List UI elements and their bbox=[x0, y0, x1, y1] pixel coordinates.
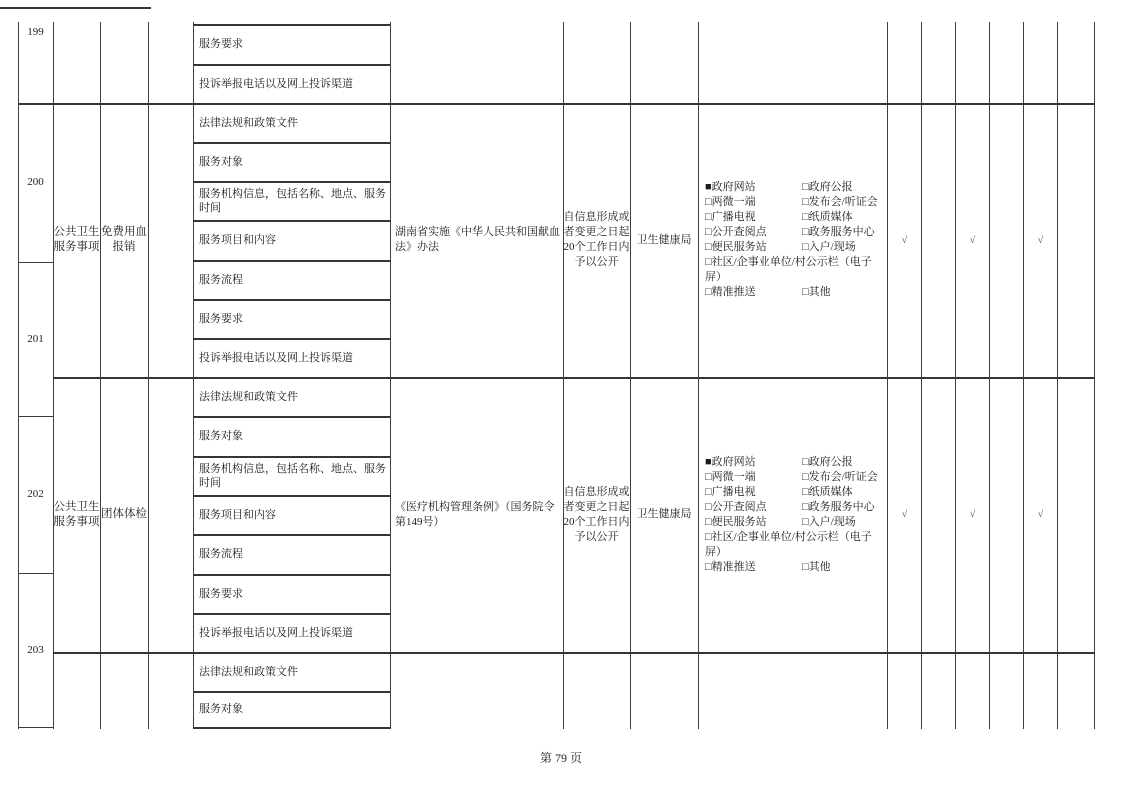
detail-cell: 投诉举报电话以及网上投诉渠道 bbox=[199, 626, 353, 639]
channel-option-row bbox=[705, 225, 882, 240]
channel-option: □政务服务中心 bbox=[802, 500, 875, 513]
disclosure-timing-cell: 自信息形成或者变更之日起20个工作日内予以公开 bbox=[563, 485, 630, 543]
detail-cell: 投诉举报电话以及网上投诉渠道 bbox=[199, 351, 353, 364]
channel-option-row bbox=[705, 455, 882, 470]
checkmark-cell bbox=[922, 103, 955, 377]
channel-option: □政府公报 bbox=[802, 181, 853, 193]
detail-cell: 法律法规和政策文件 bbox=[199, 390, 298, 403]
detail-cell: 服务对象 bbox=[199, 703, 243, 715]
channel-option-row bbox=[705, 240, 882, 255]
checkmark-cell: √ bbox=[901, 509, 908, 520]
row-number: 200 bbox=[27, 176, 44, 188]
channel-option: □便民服务站 bbox=[705, 515, 767, 528]
category-cell: 公共卫生服务事项 bbox=[53, 226, 100, 253]
channel-option-row bbox=[705, 485, 882, 500]
disclosure-timing-cell: 自信息形成或者变更之日起20个工作日内予以公开 bbox=[563, 211, 630, 268]
channel-option: □入户/现场 bbox=[802, 241, 856, 253]
grid-line-h bbox=[0, 7, 151, 9]
channel-option: □公开查阅点 bbox=[705, 500, 767, 513]
detail-cell: 服务机构信息，包括名称、地点、服务时间 bbox=[199, 187, 386, 214]
channel-option-row bbox=[705, 210, 882, 225]
channel-option: □公开查阅点 bbox=[705, 226, 767, 238]
item-name-cell: 团体体检 bbox=[101, 508, 147, 520]
checkmark-cell: √ bbox=[1037, 509, 1044, 520]
channel-option: □政务服务中心 bbox=[802, 226, 875, 238]
channel-option-row bbox=[705, 195, 882, 210]
channel-option: □其他 bbox=[802, 286, 831, 298]
detail-cell: 服务对象 bbox=[199, 155, 243, 168]
channel-option: □纸质媒体 bbox=[802, 485, 853, 498]
detail-cell: 服务对象 bbox=[199, 430, 243, 442]
row-number: 202 bbox=[27, 488, 44, 500]
responsible-agency-cell: 卫生健康局 bbox=[636, 233, 692, 246]
detail-cell: 服务机构信息，包括名称、地点、服务时间 bbox=[199, 462, 386, 489]
checkmark-cell: √ bbox=[969, 509, 976, 520]
grid-line-h bbox=[193, 727, 390, 729]
channel-option: ■政府网站 bbox=[705, 455, 756, 468]
detail-cell: 服务要求 bbox=[199, 587, 243, 600]
category-cell: 公共卫生服务事项 bbox=[53, 500, 100, 528]
channel-option: □精准推送 bbox=[705, 560, 756, 573]
channel-option: □广播电视 bbox=[705, 211, 756, 223]
legal-basis-cell: 《医疗机构管理条例》（国务院令第149号） bbox=[395, 500, 555, 528]
channel-option: □两微一端 bbox=[705, 470, 756, 483]
checkmark-cell bbox=[922, 377, 955, 652]
grid-line-v bbox=[1094, 22, 1095, 729]
channel-option-row bbox=[705, 500, 882, 515]
channel-option: ■政府网站 bbox=[705, 181, 756, 193]
channel-option-row bbox=[705, 515, 882, 530]
channel-option-row bbox=[705, 285, 882, 300]
checkmark-cell: √ bbox=[1037, 234, 1044, 246]
channel-option: □便民服务站 bbox=[705, 241, 767, 253]
grid-line-v bbox=[148, 22, 149, 729]
detail-cell: 服务流程 bbox=[199, 273, 243, 286]
checkmark-cell bbox=[1058, 377, 1094, 652]
channel-option: □发布会/听证会 bbox=[802, 196, 878, 208]
detail-cell: 法律法规和政策文件 bbox=[199, 116, 298, 129]
detail-cell: 服务项目和内容 bbox=[199, 508, 276, 521]
detail-cell: 投诉举报电话以及网上投诉渠道 bbox=[199, 77, 353, 90]
publicity-channels-cell bbox=[698, 103, 887, 377]
checkmark-cell: √ bbox=[969, 234, 976, 246]
detail-cell: 服务流程 bbox=[199, 548, 243, 560]
channel-option: □入户/现场 bbox=[802, 515, 856, 528]
checkmark-cell bbox=[990, 377, 1023, 652]
detail-cell: 服务项目和内容 bbox=[199, 234, 276, 246]
channel-option: □两微一端 bbox=[705, 196, 756, 208]
checkmark-cell bbox=[990, 103, 1023, 377]
channel-option-row bbox=[705, 470, 882, 485]
detail-cell: 服务要求 bbox=[199, 312, 243, 325]
channel-option: □精准推送 bbox=[705, 286, 756, 298]
item-name-cell: 免费用血报销 bbox=[101, 226, 147, 253]
row-number: 199 bbox=[27, 25, 44, 38]
responsible-agency-cell: 卫生健康局 bbox=[636, 508, 692, 520]
checkmark-cell bbox=[1058, 103, 1094, 377]
channel-option: □社区/企事业单位/村公示栏（电子屏） bbox=[705, 256, 872, 283]
channel-option: □社区/企事业单位/村公示栏（电子屏） bbox=[705, 530, 872, 558]
detail-cell: 法律法规和政策文件 bbox=[199, 665, 298, 678]
page-number: 第 79 页 bbox=[539, 751, 582, 765]
channel-option: □政府公报 bbox=[802, 455, 853, 468]
row-number: 203 bbox=[27, 644, 44, 656]
channel-option: □广播电视 bbox=[705, 485, 756, 498]
row-number: 201 bbox=[27, 332, 44, 345]
detail-cell: 服务要求 bbox=[199, 38, 243, 50]
channel-option: □发布会/听证会 bbox=[802, 470, 878, 483]
publicity-channels-cell bbox=[698, 377, 887, 652]
channel-option: □其他 bbox=[802, 560, 831, 573]
channel-option-row bbox=[705, 180, 882, 195]
legal-basis-cell: 湖南省实施《中华人民共和国献血法》办法 bbox=[395, 226, 560, 253]
channel-option-row bbox=[705, 560, 882, 575]
channel-option: □纸质媒体 bbox=[802, 211, 853, 223]
checkmark-cell: √ bbox=[901, 234, 908, 246]
